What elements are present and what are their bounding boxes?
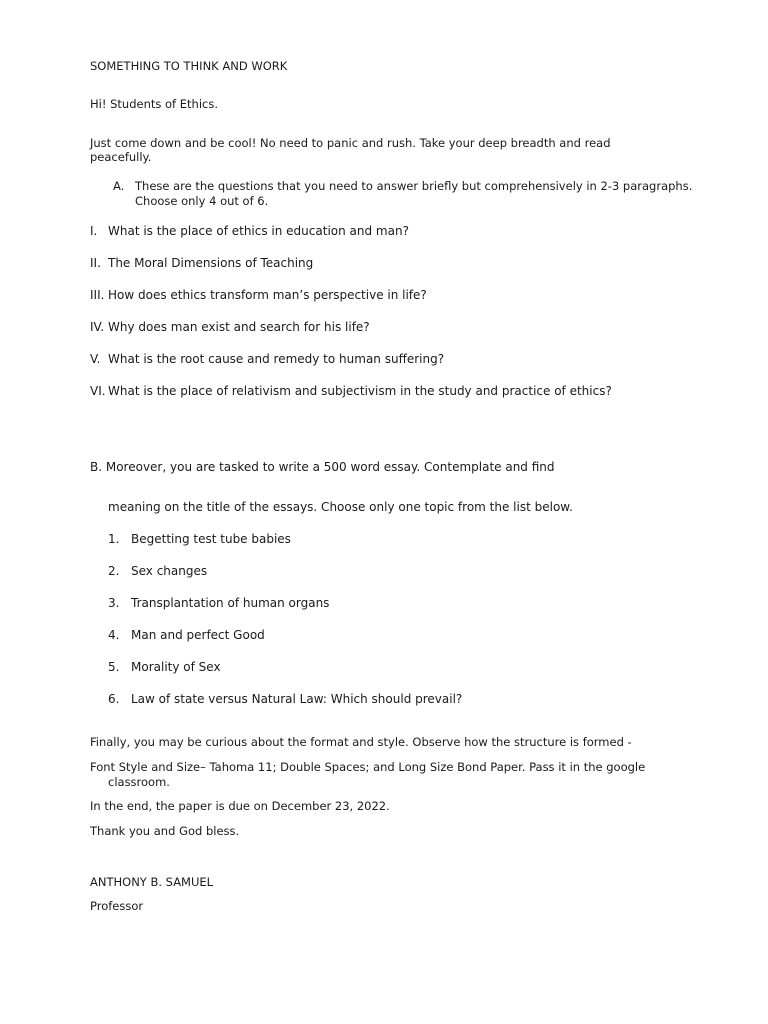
question-number: III. [90, 288, 105, 302]
question-item [90, 256, 313, 271]
topic-number: 2. [108, 564, 120, 578]
greeting: Hi! Students of Ethics. [90, 97, 218, 111]
question-text: What is the place of ethics in education and man? [108, 224, 409, 238]
question-number: I. [90, 224, 98, 238]
signature-title: Professor [90, 899, 144, 913]
document-heading: SOMETHING TO THINK AND WORK [90, 59, 288, 73]
part-a-line-2: Choose only 4 out of 6. [135, 194, 269, 208]
question-number: IV. [90, 320, 105, 334]
topic-number: 5. [108, 660, 120, 674]
question-item [90, 288, 427, 303]
format-line-3: classroom. [108, 775, 170, 789]
question-text: How does ethics transform man’s perspective in life? [108, 288, 427, 302]
topic-number: 4. [108, 628, 120, 642]
intro-line-2: peacefully. [90, 150, 152, 164]
question-number: VI. [90, 384, 106, 398]
part-a-line-1: These are the questions that you need to answer briefly but comprehensively in 2-3 paragraphs. [135, 179, 693, 193]
part-b-line-2: meaning on the title of the essays. Choose only one topic from the list below. [108, 500, 573, 514]
format-line-1: Finally, you may be curious about the format and style. Observe how the structure is formed - [90, 735, 632, 749]
closing-note: Thank you and God bless. [90, 824, 240, 838]
topic-text: Man and perfect Good [131, 628, 265, 642]
topic-number: 3. [108, 596, 120, 610]
topic-number: 1. [108, 532, 120, 546]
topic-text: Law of state versus Natural Law: Which should prevail? [131, 692, 463, 706]
question-text: What is the place of relativism and subjectivism in the study and practice of ethics? [108, 384, 612, 398]
question-text: Why does man exist and search for his life? [108, 320, 370, 334]
question-number: V. [90, 352, 101, 366]
topic-text: Sex changes [131, 564, 208, 578]
question-item [90, 320, 370, 335]
question-item [90, 352, 444, 367]
topic-number: 6. [108, 692, 120, 706]
format-line-2: Font Style and Size– Tahoma 11; Double Spaces; and Long Size Bond Paper. Pass it in the google [90, 760, 646, 774]
part-a-marker: A. [113, 179, 125, 193]
signature-name: ANTHONY B. SAMUEL [90, 875, 214, 889]
intro-line-1: Just come down and be cool! No need to panic and rush. Take your deep breadth and read [90, 136, 611, 150]
due-date-note: In the end, the paper is due on December 23, 2022. [90, 799, 390, 813]
topic-text: Begetting test tube babies [131, 532, 291, 546]
question-item [90, 384, 612, 399]
question-text: The Moral Dimensions of Teaching [108, 256, 314, 270]
question-text: What is the root cause and remedy to human suffering? [108, 352, 445, 366]
topic-text: Transplantation of human organs [131, 596, 330, 610]
part-b-line-1: B. Moreover, you are tasked to write a 500 word essay. Contemplate and find [90, 460, 555, 474]
question-number: II. [90, 256, 101, 270]
topic-text: Morality of Sex [131, 660, 221, 674]
question-item [90, 224, 409, 239]
